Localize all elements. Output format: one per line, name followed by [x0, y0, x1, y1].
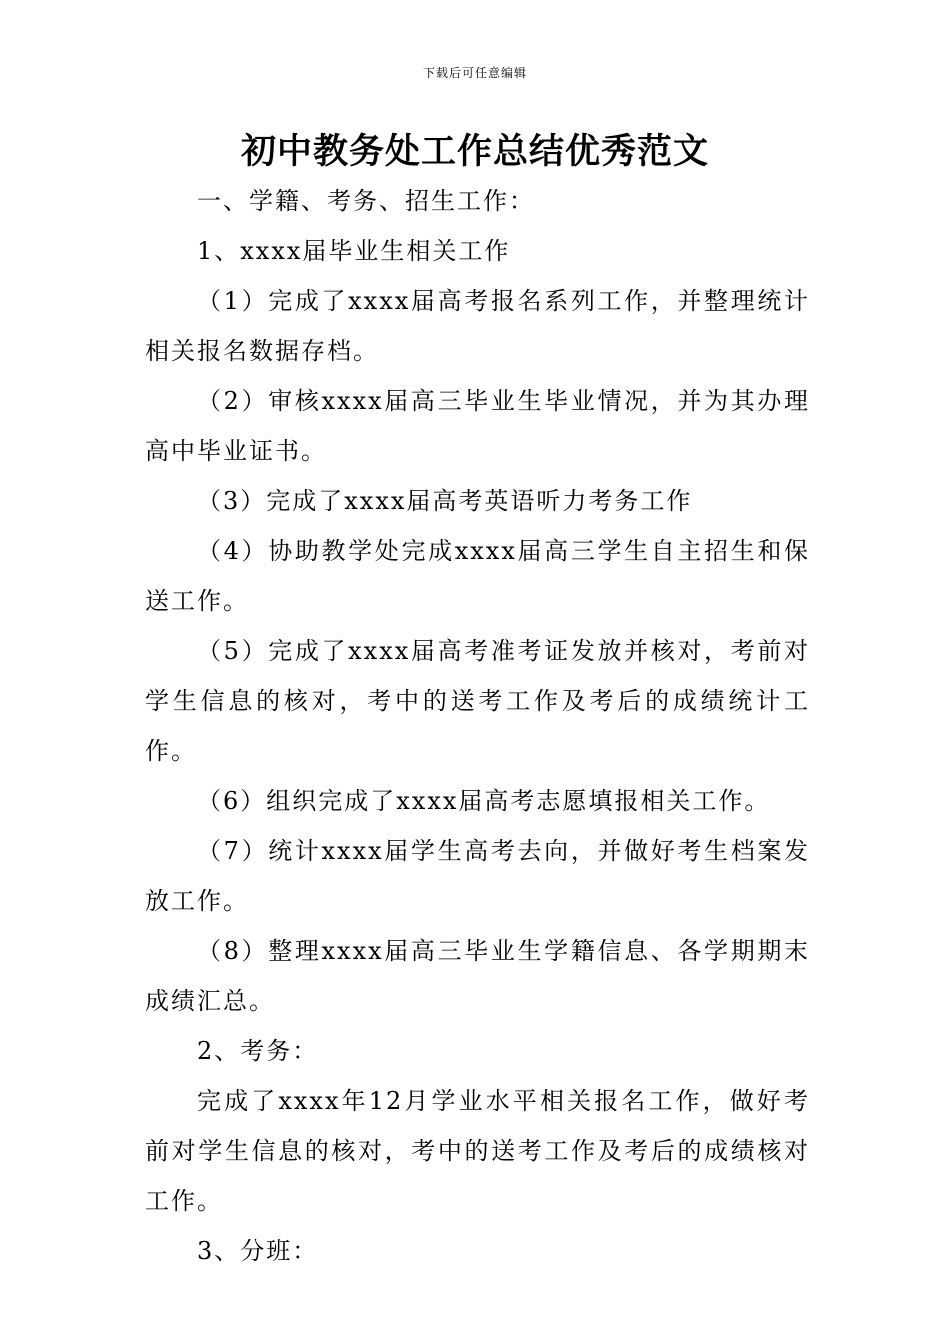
list-item: （1）完成了xxxx届高考报名系列工作，并整理统计相关报名数据存档。 — [145, 287, 810, 365]
paragraph: 完成了xxxx年12月学业水平相关报名工作，做好考前对学生信息的核对，考中的送考工作及考后的成绩核对工作。 — [145, 1087, 810, 1215]
subsection-heading: 1、xxxx届毕业生相关工作 — [197, 237, 511, 265]
list-item: （7）统计xxxx届学生高考去向，并做好考生档案发放工作。 — [145, 837, 810, 915]
document-title: 初中教务处工作总结优秀范文 — [240, 132, 709, 172]
section-heading: 一、学籍、考务、招生工作： — [197, 187, 535, 215]
list-item: （4）协助教学处完成xxxx届高三学生自主招生和保送工作。 — [145, 537, 810, 615]
list-item: （6）组织完成了xxxx届高考志愿填报相关工作。 — [197, 787, 771, 815]
list-item: （5）完成了xxxx届高考准考证发放并核对，考前对学生信息的核对，考中的送考工作及考后的成绩统计工作。 — [145, 637, 810, 765]
subsection-heading: 3、分班： — [197, 1237, 319, 1265]
list-item: （2）审核xxxx届高三毕业生毕业情况，并为其办理高中毕业证书。 — [145, 387, 810, 465]
list-item: （3）完成了xxxx届高考英语听力考务工作 — [197, 487, 693, 515]
subsection-heading: 2、考务： — [197, 1037, 319, 1065]
list-item: （8）整理xxxx届高三毕业生学籍信息、各学期期末成绩汇总。 — [145, 937, 810, 1015]
header-note: 下载后可任意编辑 — [422, 66, 527, 80]
document-body — [145, 176, 810, 1276]
